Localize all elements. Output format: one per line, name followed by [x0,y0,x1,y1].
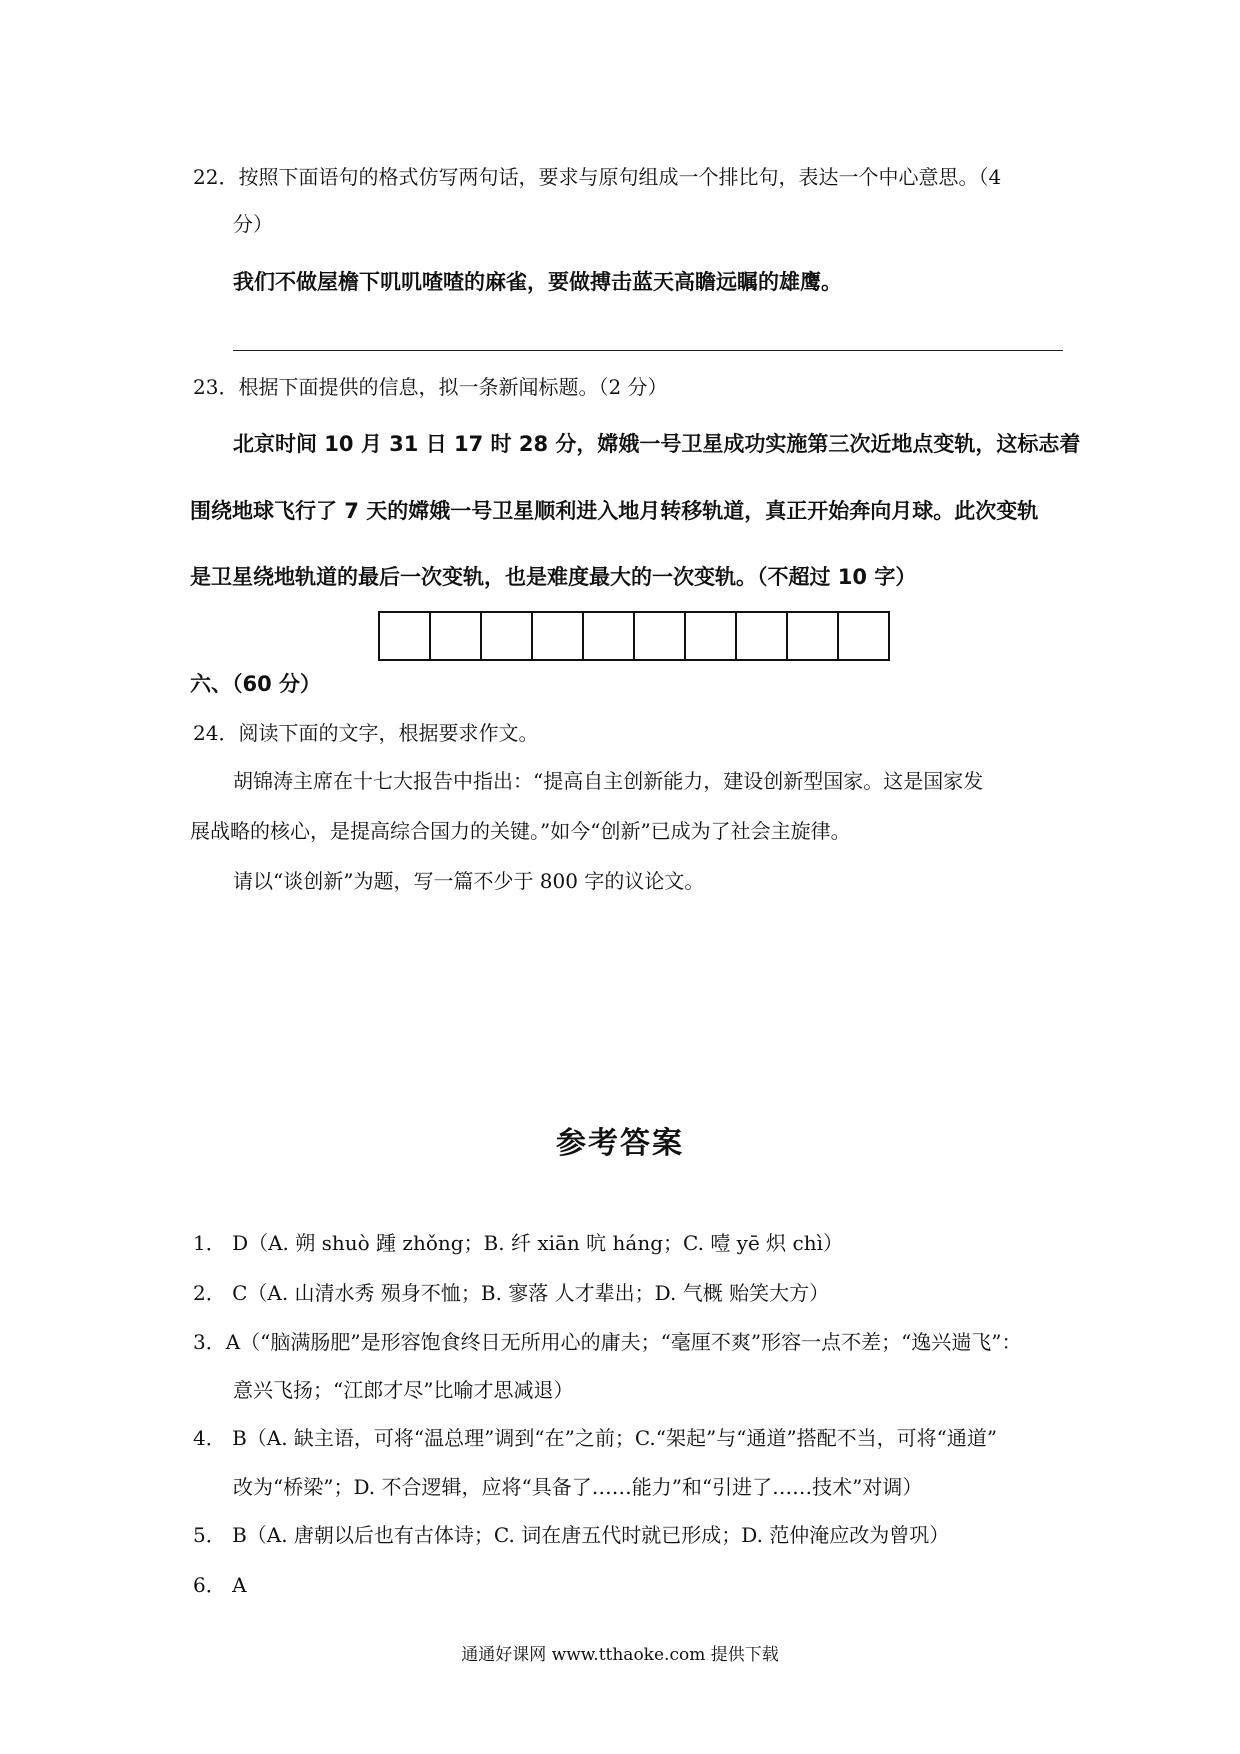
q22-prompt-line1: 22．按照下面语句的格式仿写两句话，要求与原句组成一个排比句，表达一个中心意思。（4 [193,165,1002,189]
grid-cell [684,613,735,659]
answer-2: 2． C（A. 山清水秀 殒身不恤；B. 寥落 人才辈出；D. 气概 贻笑大方） [193,1281,830,1305]
answer-4-line2: 改为“桥梁”；D. 不合逻辑，应将“具备了……能力”和“引进了……技术”对调） [233,1475,923,1499]
q24-prompt: 24．阅读下面的文字，根据要求作文。 [193,721,539,745]
q24-material-line1: 胡锦涛主席在十七大报告中指出：“提高自主创新能力，建设创新型国家。这是国家发 [233,769,984,793]
section-6-heading: 六、（60 分） [190,672,322,696]
headline-answer-grid [378,611,890,661]
grid-cell [582,613,633,659]
q24-instruction: 请以“谈创新”为题，写一篇不少于 800 字的议论文。 [233,869,705,893]
answer-6: 6． A [193,1573,247,1597]
q22-answer-line [233,350,1063,351]
answer-5: 5． B（A. 唐朝以后也有古体诗；C. 词在唐五代时就已形成；D. 范仲淹应改为曾巩） [193,1523,950,1547]
q23-news-paragraph-line3: 是卫星绕地轨道的最后一次变轨，也是难度最大的一次变轨。（不超过 10 字） [190,565,917,589]
q23-prompt: 23．根据下面提供的信息，拟一条新闻标题。（2 分） [193,375,668,399]
q24-material-line2: 展战略的核心，是提高综合国力的关键。”如今“创新”已成为了社会主旋律。 [190,819,851,843]
q23-news-paragraph-line1: 北京时间 10 月 31 日 17 时 28 分，嫦娥一号卫星成功实施第三次近地点变轨，这标志着 [233,432,1081,456]
answer-3-line2: 意兴飞扬；“江郎才尽”比喻才思减退） [233,1378,574,1402]
grid-cell [837,613,888,659]
answer-4-line1: 4． B（A. 缺主语，可将“温总理”调到“在”之前；C.“架起”与“通道”搭配不当，可将“通道” [193,1426,998,1450]
grid-cell [633,613,684,659]
grid-cell [380,613,429,659]
grid-cell [735,613,786,659]
answer-1: 1． D（A. 朔 shuò 踵 zhǒng；B. 纤 xiān 吭 háng；C. 噎 yē 炽 chì） [193,1231,843,1255]
q22-example-sentence: 我们不做屋檐下叽叽喳喳的麻雀，要做搏击蓝天高瞻远瞩的雄鹰。 [233,270,842,294]
grid-cell [786,613,837,659]
grid-cell [531,613,582,659]
grid-cell [480,613,531,659]
answer-3-line1: 3．A（“脑满肠肥”是形容饱食终日无所用心的庸夫；“毫厘不爽”形容一点不差；“逸兴遄飞”： [193,1330,1022,1354]
page-footer: 通通好课网 www.tthaoke.com 提供下载 [461,1645,779,1665]
answers-title: 参考答案 [556,1126,684,1161]
q23-news-paragraph-line2: 围绕地球飞行了 7 天的嫦娥一号卫星顺利进入地月转移轨道，真正开始奔向月球。此次变轨 [190,499,1039,523]
q22-prompt-line2: 分） [233,212,273,236]
grid-cell [429,613,480,659]
